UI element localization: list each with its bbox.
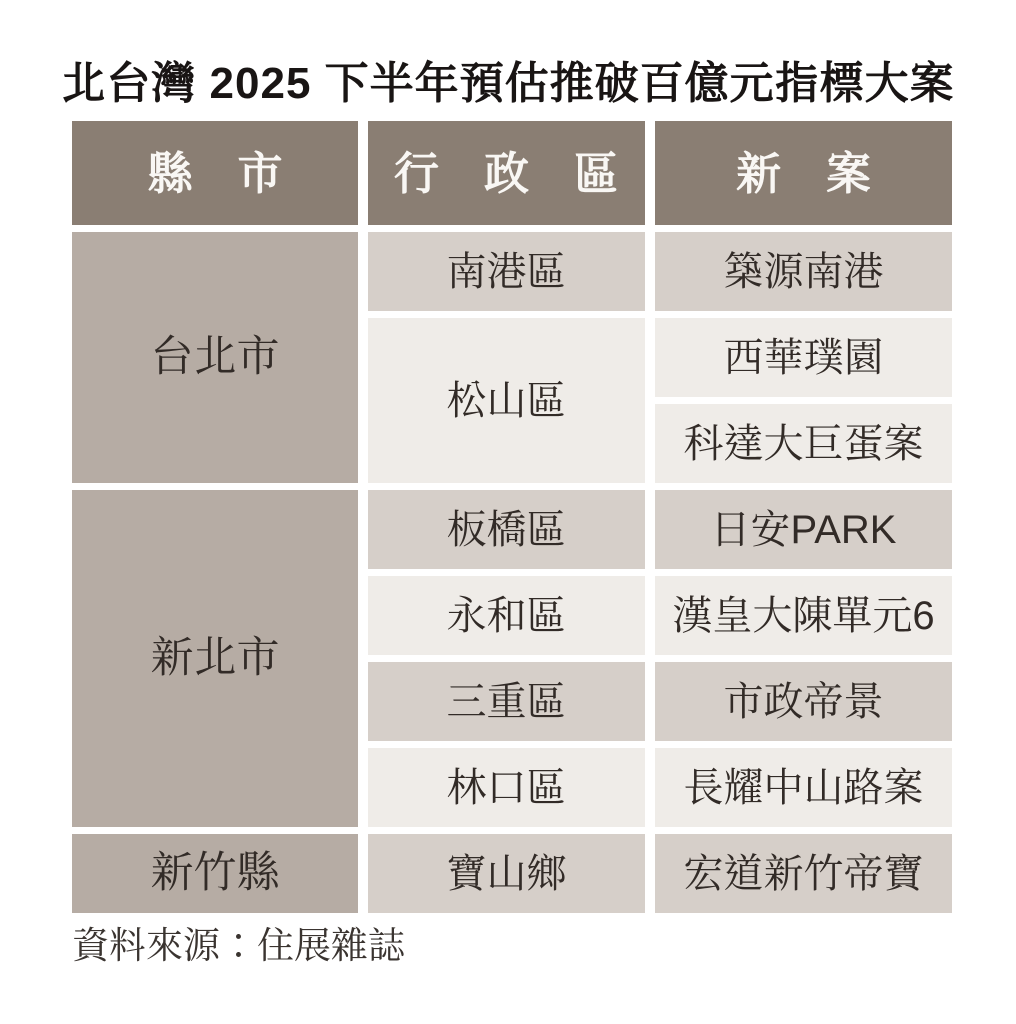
city-cell xyxy=(72,834,358,913)
district-cell-label: 南港區 xyxy=(446,249,567,294)
district-cell xyxy=(368,232,645,311)
project-cell xyxy=(655,748,952,827)
district-cell xyxy=(368,318,645,483)
project-cell-label: 漢皇大陳單元6 xyxy=(672,593,935,638)
header-cell-col1 xyxy=(72,121,358,225)
project-cell-label: 西華璞園 xyxy=(723,335,884,380)
project-cell-label: 科達大巨蛋案 xyxy=(683,421,924,466)
district-cell-label: 三重區 xyxy=(446,679,567,724)
projects-table xyxy=(72,121,952,913)
city-cell xyxy=(72,232,358,483)
project-cell-label: 宏道新竹帝寶 xyxy=(683,851,924,896)
header-cell-col3 xyxy=(655,121,952,225)
project-cell-label: 長耀中山路案 xyxy=(683,765,924,810)
district-cell-label: 松山區 xyxy=(446,378,567,423)
project-cell-label: 日安PARK xyxy=(710,507,897,552)
district-cell xyxy=(368,748,645,827)
project-cell xyxy=(655,490,952,569)
city-cell-label: 台北市 xyxy=(150,333,280,382)
district-cell-label: 寶山鄉 xyxy=(446,851,567,896)
district-cell xyxy=(368,490,645,569)
project-cell xyxy=(655,662,952,741)
city-cell-label: 新北市 xyxy=(150,634,280,683)
district-cell xyxy=(368,834,645,913)
project-cell-label: 市政帝景 xyxy=(723,679,884,724)
city-cell xyxy=(72,490,358,827)
city-cell-label: 新竹縣 xyxy=(150,849,280,898)
project-cell xyxy=(655,576,952,655)
header-cell-col2-label: 行 政 區 xyxy=(393,147,619,199)
district-cell-label: 林口區 xyxy=(446,765,567,810)
district-cell-label: 永和區 xyxy=(446,593,567,638)
project-cell xyxy=(655,232,952,311)
district-cell xyxy=(368,662,645,741)
project-cell xyxy=(655,404,952,483)
infographic-page xyxy=(0,60,1016,1024)
district-cell-label: 板橋區 xyxy=(446,507,567,552)
header-cell-col1-label: 縣 市 xyxy=(147,147,283,199)
district-cell xyxy=(368,576,645,655)
header-cell-col3-label: 新 案 xyxy=(735,147,871,199)
header-cell-col2 xyxy=(368,121,645,225)
project-cell xyxy=(655,834,952,913)
data-source-note: 資料來源：住展雜誌 xyxy=(72,925,405,967)
page-title: 北台灣 2025 下半年預估推破百億元指標大案 xyxy=(61,59,955,108)
project-cell xyxy=(655,318,952,397)
project-cell-label: 築源南港 xyxy=(723,249,884,294)
